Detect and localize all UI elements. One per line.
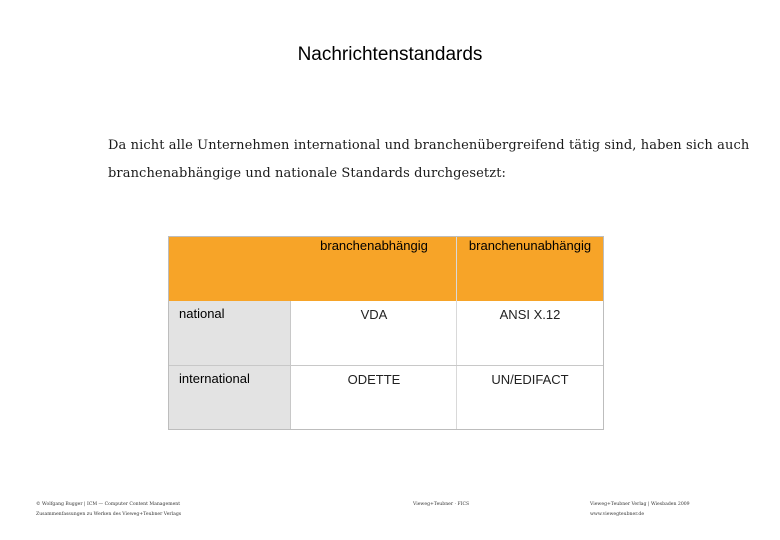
intro-line-2: branchenabhängige und nationale Standards durchgesetzt:	[108, 166, 506, 181]
grid-line	[456, 237, 457, 429]
row-label-international	[169, 366, 291, 429]
page-title: Nachrichtenstandards	[297, 44, 483, 65]
column-header-label: branchenabhängig	[320, 238, 428, 253]
intro-line-1: Da nicht alle Unternehmen international und branchenübergreifend tätig sind, haben sich auch	[108, 138, 750, 153]
table-cell	[457, 366, 603, 429]
footer-publisher: Vieweg+Teubner · FICS	[413, 502, 470, 507]
row-label-text: international	[179, 371, 250, 386]
row-label-text: national	[179, 306, 225, 321]
table-cell	[457, 301, 603, 366]
footer-right	[590, 500, 690, 520]
cell-value: ANSI X.12	[499, 307, 561, 322]
column-header-branchenunabhaengig	[457, 237, 603, 267]
footer-center	[413, 500, 469, 510]
standards-table	[168, 236, 604, 430]
table-cell	[291, 301, 457, 366]
column-header-branchenabhaengig	[291, 237, 457, 267]
footer-left	[36, 500, 181, 520]
footer-publisher-location: Vieweg+Teubner Verlag | Wiesbaden 2009	[590, 502, 690, 507]
footer-subtitle: Zusammenfassungen zu Werken des Vieweg+Teubner Verlags	[36, 512, 182, 517]
row-label-national	[169, 301, 291, 366]
cell-value: ODETTE	[347, 372, 401, 387]
intro-paragraph	[108, 132, 750, 188]
grid-line	[169, 365, 603, 366]
column-header-label: branchenunabhängig	[468, 238, 592, 253]
footer-website: www.viewegteubner.de	[590, 512, 645, 517]
table-cell	[291, 366, 457, 429]
footer-copyright: © Wolfgang Bugger | ICM — Computer Content Management	[36, 502, 181, 507]
cell-value: UN/EDIFACT	[491, 372, 569, 387]
cell-value: VDA	[360, 307, 388, 322]
